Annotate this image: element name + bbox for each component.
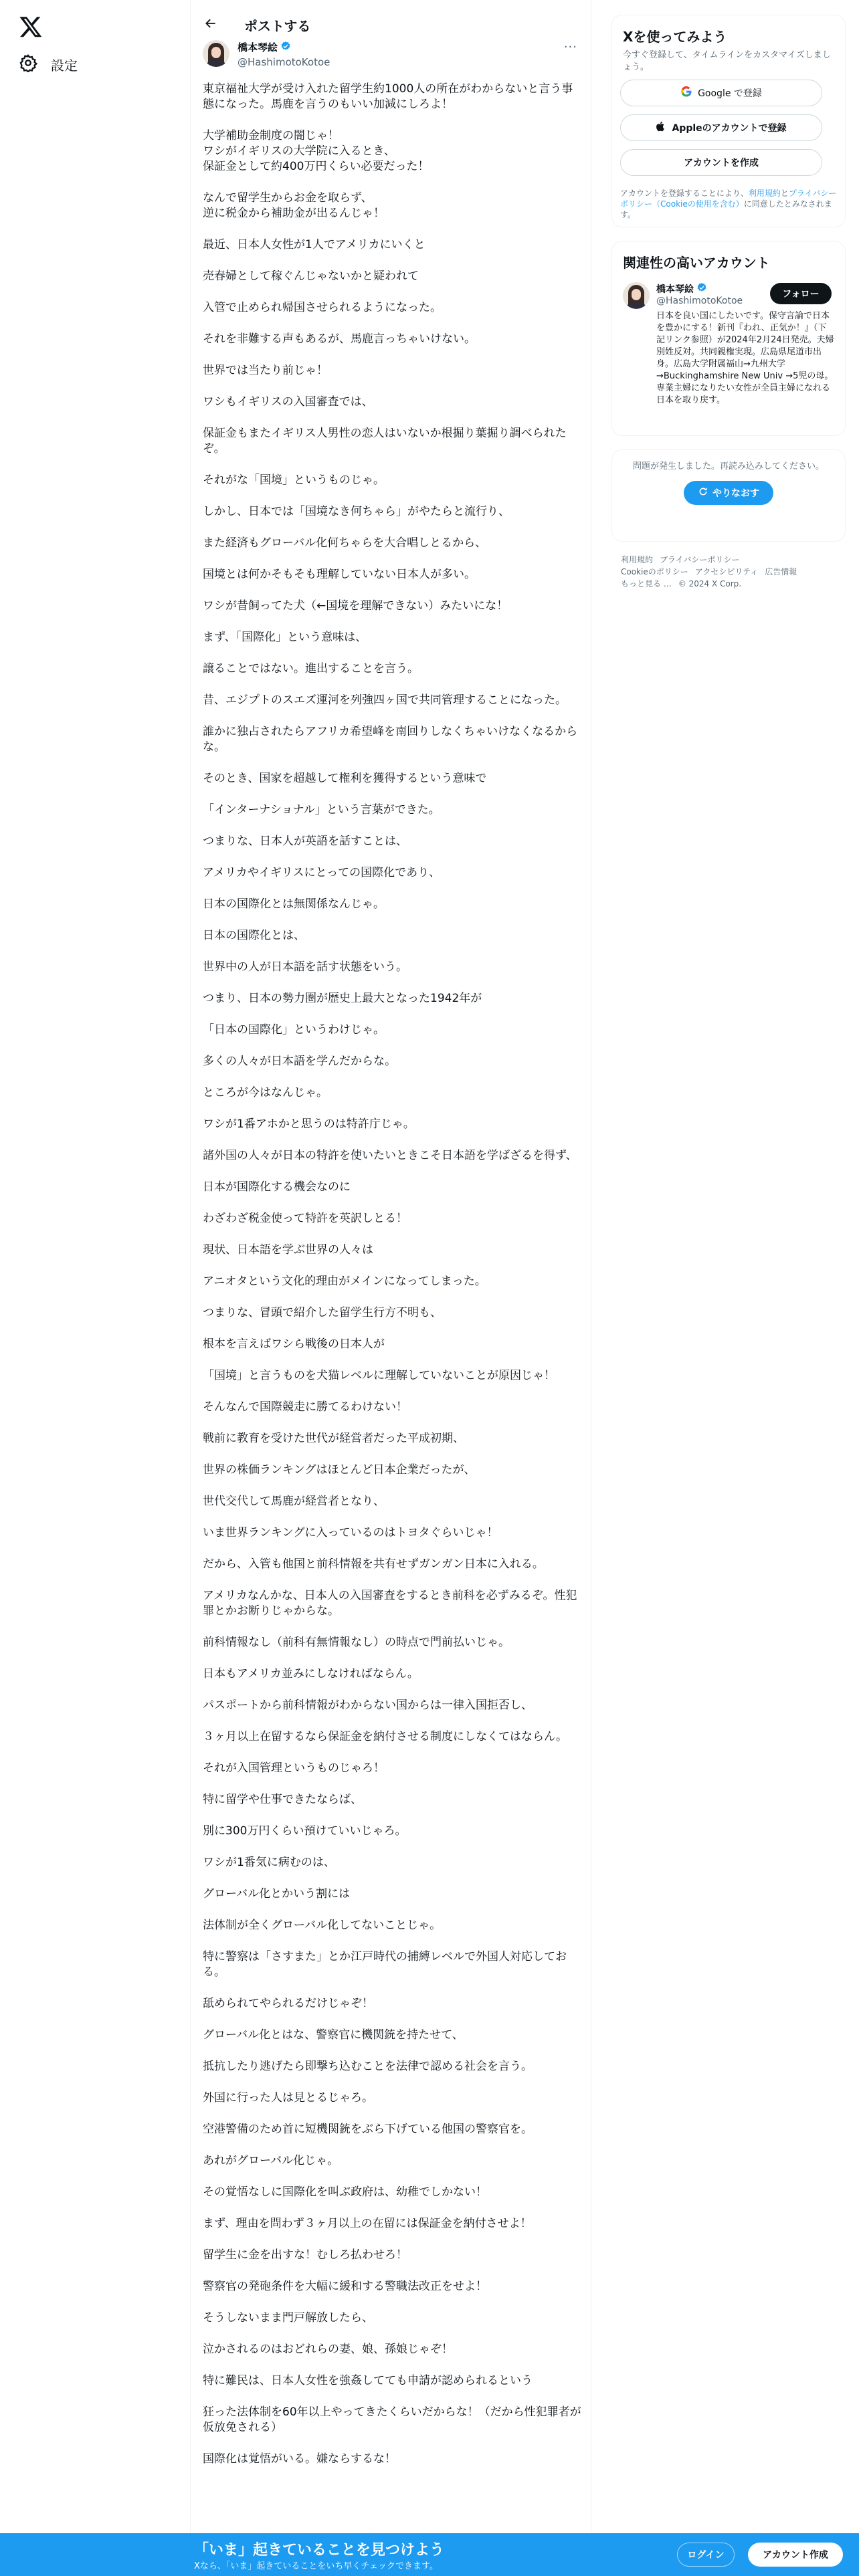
post-paragraph: 舐められてやられるだけじゃぞ！ (203, 1997, 373, 2010)
signup-subtitle: 今すぐ登録して、タイムラインをカスタマイズしましょう。 (623, 50, 831, 72)
post-paragraph: 別に300万円くらい預けていいじゃろ。 (203, 1824, 407, 1838)
post-paragraph: 国境とは何かそもそも理解していない日本人が多い。 (203, 568, 476, 581)
related-title: 関連性の高いアカウント (623, 255, 770, 271)
apple-signup-button[interactable] (620, 114, 822, 141)
post-paragraph: そのとき、国家を超越して権利を獲得するという意味で (203, 772, 487, 785)
create-account-button[interactable] (620, 149, 822, 176)
footer-ads[interactable]: 広告情報 (765, 567, 797, 576)
post-paragraph: 世界では当たり前じゃ！ (203, 364, 328, 377)
x-logo-icon[interactable] (19, 15, 43, 39)
author-name-row (237, 40, 330, 54)
post-text (203, 82, 583, 2483)
post-paragraph: 留学生に金を出すな！むしろ払わせろ！ (203, 2248, 407, 2262)
nav-settings[interactable] (19, 53, 78, 76)
banner-title: 「いま」起きていることを見つけよう (194, 2542, 445, 2559)
author-names (237, 40, 330, 68)
post-paragraph: 現状、日本語を学ぶ世界の人々は (203, 1243, 373, 1257)
post-paragraph: だから、入管も他国と前科情報を共有せずガンガン日本に入れる。 (203, 1558, 544, 1571)
post-paragraph: 世界の株価ランキングはほとんど日本企業だったが、 (203, 1463, 476, 1477)
related-bio: 日本を良い国にしたいです。保守言論で日本を豊かにする！新刊『われ、正気か！』（下記リンク参照）が2024年2月24日発売。夫婦別姓反対。共同親権実現。広島県尾道市出身。広島大学附属福山→九州大学→Buckinghamshire New Univ →5児の母。専業主婦になりたい女性が全員主婦になれる日本を取り戻す。 (656, 311, 834, 405)
signup-button[interactable]: アカウント作成 (748, 2543, 843, 2567)
post-paragraph: 特に留学や仕事できたならば、 (203, 1793, 362, 1806)
post-paragraph: そうしないまま門戸解放したら、 (203, 2311, 373, 2325)
post-paragraph: 日本が国際化する機会なのに (203, 1180, 351, 1194)
post-paragraph: 警察官の発砲条件を大幅に緩和する警職法改正をせよ！ (203, 2280, 487, 2293)
post-paragraph: しかし、日本では「国境なき何ちゃら」がやたらと流行り、 (203, 505, 510, 518)
banner-subtitle: Xなら、「いま」起きていることをいち早くチェックできます。 (194, 2561, 438, 2571)
post-paragraph: ワシもイギリスの入国審査では、 (203, 395, 373, 409)
post-paragraph: ワシが昔飼ってた犬（←国境を理解できない）みたいにな！ (203, 599, 508, 613)
post-paragraph: アメリカやイギリスにとっての国際化であり、 (203, 866, 441, 879)
error-card (611, 449, 846, 542)
error-message: 問題が発生しました。再読み込みしてください。 (632, 461, 824, 471)
post-paragraph: ワシが1番アホかと思うのは特許庁じゃ。 (203, 1117, 415, 1131)
post-paragraph: それが入国管理というものじゃろ！ (203, 1761, 385, 1775)
footer-terms[interactable]: 利用規約 (621, 555, 654, 564)
gear-icon (19, 53, 37, 76)
retry-button[interactable] (684, 481, 773, 505)
post-paragraph: 大学補助金制度の闇じゃ！ ワシがイギリスの大学院に入るとき、 保証金として約400万円くらい必要だった！ (203, 129, 430, 173)
related-handle[interactable]: @HashimotoKotoe (656, 296, 743, 306)
footer-privacy[interactable]: プライバシーポリシー (660, 555, 740, 564)
related-name[interactable]: 橋本琴絵 (656, 284, 694, 295)
post-paragraph: 譲ることではない。進出することを言う。 (203, 662, 419, 675)
retry-label: やりなおす (712, 488, 759, 499)
footer-cookie[interactable]: Cookieのポリシー (621, 567, 688, 576)
post-paragraph: 抵抗したり逃げたら即撃ち込むことを法律で認める社会を言う。 (203, 2060, 533, 2073)
post-paragraph: ワシが1番気に病むのは、 (203, 1856, 335, 1869)
verified-badge-icon (280, 41, 291, 54)
privacy-link[interactable]: プライバシーポリシー（Cookieの使用を含む） (620, 189, 837, 209)
author-handle[interactable]: @HashimotoKotoe (237, 56, 330, 68)
post-paragraph: いま世界ランキングに入っているのはトヨタぐらいじゃ！ (203, 1526, 498, 1539)
post-paragraph: 根本を言えばワシら戦後の日本人が (203, 1337, 385, 1351)
main-column (190, 0, 591, 2576)
post-paragraph: つまりな、冒頭で紹介した留学生行方不明も、 (203, 1306, 442, 1319)
back-arrow-icon[interactable] (204, 17, 217, 33)
legal-mid: と (780, 189, 789, 198)
post-paragraph: 空港警備のため首に短機関銃をぶら下げている他国の警察官を。 (203, 2123, 533, 2136)
post-paragraph: 「インターナショナル」という言葉ができた。 (203, 803, 440, 817)
signup-card (611, 15, 846, 227)
avatar[interactable] (623, 282, 650, 309)
verified-badge-icon (696, 282, 707, 296)
post-paragraph: つまりな、日本人が英語を話すことは、 (203, 835, 407, 848)
follow-button[interactable]: フォロー (770, 283, 832, 304)
post-paragraph: 多くの人々が日本語を学んだからな。 (203, 1055, 396, 1068)
post-paragraph: まず、理由を問わず３ヶ月以上の在留には保証金を納付させよ！ (203, 2217, 532, 2230)
post-paragraph: 世界中の人が日本語を話す状態をいう。 (203, 960, 407, 974)
post-paragraph: なんで留学生からお金を取らず、 逆に税金から補助金が出るんじゃ！ (203, 191, 385, 220)
related-accounts-card (611, 241, 846, 436)
page-title: ポストする (244, 17, 311, 34)
post-paragraph: 泣かされるのはおどれらの妻、娘、孫娘じゃぞ！ (203, 2343, 453, 2356)
footer-accessibility[interactable]: アクセシビリティ (694, 567, 759, 576)
create-account-label: アカウントを作成 (684, 158, 759, 169)
footer-links (621, 554, 835, 590)
terms-link[interactable]: 利用規約 (748, 189, 781, 198)
post-paragraph: 東京福祉大学が受け入れた留学生約1000人の所在がわからないと言う事態になった。馬鹿を言うのもいい加減にしろよ！ (203, 82, 573, 111)
post-paragraph: そんなんで国際競走に勝てるわけない！ (203, 1400, 407, 1414)
post-paragraph: 前科情報なし（前科有無情報なし）の時点で門前払いじゃ。 (203, 1636, 510, 1649)
avatar[interactable] (203, 40, 229, 67)
post-paragraph: 「国境」と言うものを犬猫レベルに理解していないことが原因じゃ！ (203, 1369, 555, 1382)
post-paragraph: 「日本の国際化」というわけじゃ。 (203, 1023, 385, 1037)
post-paragraph: その覚悟なしに国際化を叫ぶ政府は、幼稚でしかない！ (203, 2185, 487, 2199)
footer-copyright: © 2024 X Corp. (678, 579, 742, 588)
post-paragraph: それがな「国境」というものじゃ。 (203, 473, 385, 487)
post-paragraph: 特に難民は、日本人女性を強姦してても申請が認められるという (203, 2374, 533, 2387)
login-button[interactable]: ログイン (677, 2543, 735, 2567)
post-paragraph: 誰かに独占されたらアフリカ希望峰を南回りしなくちゃいけなくなるからな。 (203, 725, 578, 754)
post-paragraph: また経済もグローバル化何ちゃらを大合唱しとるから、 (203, 536, 487, 550)
post-paragraph: 日本の国際化とは、 (203, 929, 305, 942)
post-paragraph: 特に警察は「さすまた」とか江戸時代の捕縛レベルで外国人対応しておる。 (203, 1950, 567, 1979)
nav-settings-label: 設定 (51, 58, 78, 74)
signup-legal-text (620, 188, 837, 220)
post-paragraph: 最近、日本人女性が1人でアメリカにいくと (203, 238, 425, 251)
legal-suffix: に同意したとみなされます。 (620, 199, 832, 219)
post-paragraph: 狂った法体制を60年以上やってきたくらいだからな！（だから性犯罪者が仮放免される） (203, 2405, 581, 2434)
post-paragraph: あれがグローバル化じゃ。 (203, 2154, 339, 2167)
post-paragraph: グローバル化とはな、警察官に機関銃を持たせて、 (203, 2028, 464, 2042)
post-paragraph: 戦前に教育を受けた世代が経営者だった平成初期、 (203, 1432, 464, 1445)
post-paragraph: 昔、エジプトのスエズ運河を列強四ヶ国で共同管理することになった。 (203, 693, 567, 707)
legal-prefix: アカウントを登録することにより、 (620, 189, 749, 198)
post-paragraph: アメリカなんかな、日本人の入国審査をするとき前科を必ずみるぞ。性犯罪とかお断りじゃからな。 (203, 1589, 577, 1618)
more-options-icon[interactable]: ··· (563, 40, 577, 54)
post-paragraph: 日本もアメリカ並みにしなければならん。 (203, 1667, 419, 1681)
post-paragraph: まず、「国際化」という意味は、 (203, 631, 367, 644)
post-paragraph: 入管で止められ帰国させられるようになった。 (203, 301, 442, 314)
post-paragraph: 国際化は覚悟がいる。嫌ならするな！ (203, 2452, 396, 2466)
refresh-icon (698, 486, 708, 500)
google-signup-label: Google で登録 (698, 88, 762, 99)
post-paragraph: 日本の国際化とは無関係なんじゃ。 (203, 897, 385, 911)
post-paragraph: ３ヶ月以上在留するなら保証金を納付させる制度にしなくてはならん。 (203, 1730, 568, 1743)
signup-title: Xを使ってみよう (623, 29, 727, 45)
post-paragraph: 保証金もまたイギリス人男性の恋人はいないか根掘り葉掘り調べられたぞ。 (203, 427, 567, 455)
author-name[interactable]: 橋本琴絵 (237, 41, 278, 53)
post-paragraph: パスポートから前科情報がわからない国からは一律入国拒否し、 (203, 1699, 533, 1712)
bottom-signup-banner (0, 2533, 859, 2576)
apple-icon (656, 120, 666, 135)
post-author (203, 40, 577, 68)
post-paragraph: 法体制が全くグローバル化してないことじゃ。 (203, 1919, 442, 1932)
post-paragraph: アニオタという文化的理由がメインになってしまった。 (203, 1275, 486, 1288)
footer-more[interactable]: もっと見る … (621, 579, 672, 588)
post-paragraph: 諸外国の人々が日本の特許を使いたいときこそ日本語を学ばざるを得ず、 (203, 1149, 577, 1162)
post-paragraph: ところが今はなんじゃ。 (203, 1086, 328, 1099)
post-paragraph: グローバル化とかいう割には (203, 1887, 351, 1901)
post-paragraph: 売春婦として稼ぐんじゃないかと疑われて (203, 270, 419, 283)
google-icon (680, 86, 692, 100)
left-nav (0, 0, 190, 2576)
apple-signup-label: Appleのアカウントで登録 (672, 123, 787, 134)
post-paragraph: それを非難する声もあるが、馬鹿言っちゃいけない。 (203, 332, 476, 346)
post-paragraph: わざわざ税金使って特許を英訳しとる！ (203, 1212, 407, 1225)
post-paragraph: つまり、日本の勢力圏が歴史上最大となった1942年が (203, 992, 482, 1005)
post-paragraph: 世代交代して馬鹿が経営者となり、 (203, 1495, 385, 1508)
google-signup-button[interactable] (620, 80, 822, 106)
post-paragraph: 外国に行った人は見とるじゃろ。 (203, 2091, 373, 2105)
